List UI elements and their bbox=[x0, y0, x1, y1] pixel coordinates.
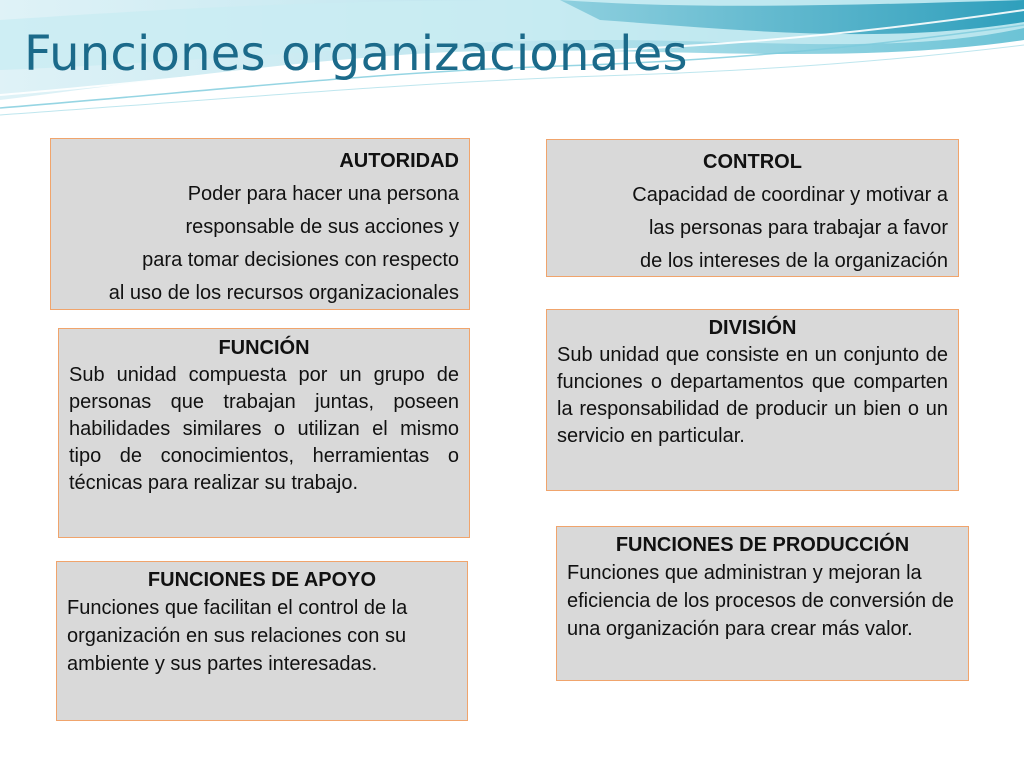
control-line: las personas para trabajar a favor bbox=[648, 217, 948, 239]
control-line: Capacidad de coordinar y motivar a bbox=[632, 184, 948, 206]
autoridad-line: Poder para hacer una persona bbox=[187, 183, 459, 205]
apoyo-body: Funciones que facilitan el control de la organización en sus relaciones con su ambiente y sus partes interesadas. bbox=[67, 597, 408, 675]
control-heading: CONTROL bbox=[703, 151, 802, 173]
autoridad-heading: AUTORIDAD bbox=[339, 150, 459, 172]
apoyo-box bbox=[56, 561, 468, 721]
division-body: Sub unidad que consiste en un conjunto de funciones o departamentos que comparten la responsabilidad de producir un bien o un servicio en particular. bbox=[557, 344, 948, 447]
autoridad-line: responsable de sus acciones y bbox=[185, 216, 459, 238]
autoridad-box bbox=[50, 138, 470, 310]
apoyo-heading: FUNCIONES DE APOYO bbox=[147, 569, 377, 591]
autoridad-line: al uso de los recursos organizacionales bbox=[108, 282, 459, 304]
produccion-box bbox=[556, 526, 969, 681]
funcion-heading: FUNCIÓN bbox=[218, 337, 310, 359]
funcion-box bbox=[58, 328, 470, 538]
autoridad-line: para tomar decisiones con respecto bbox=[142, 249, 459, 271]
produccion-heading: FUNCIONES DE PRODUCCIÓN bbox=[615, 534, 910, 556]
produccion-body: Funciones que administran y mejoran la eficiencia de los procesos de conversión de una organización para crear más valor. bbox=[567, 562, 954, 640]
control-line: de los intereses de la organización bbox=[640, 250, 948, 272]
slide-title: Funciones organizacionales bbox=[24, 26, 688, 82]
division-box bbox=[546, 309, 959, 491]
funcion-body: Sub unidad compuesta por un grupo de personas que trabajan juntas, poseen habilidades similares o utilizan el mismo tipo de conocimientos, herramientas o técnicas para realizar su trabajo. bbox=[69, 364, 459, 494]
control-box bbox=[546, 139, 959, 277]
division-heading: DIVISIÓN bbox=[708, 317, 797, 339]
